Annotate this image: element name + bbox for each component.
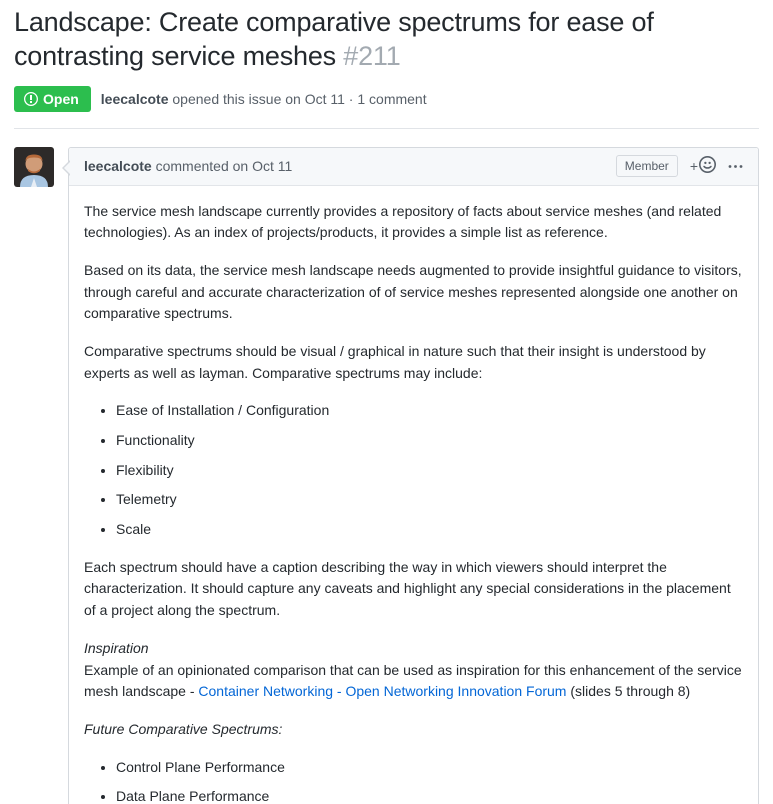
inspiration-text-before: Example of an opinionated comparison that can be used as inspiration for this enhancement of the service mesh landscape -: [84, 661, 742, 700]
smiley-icon: [699, 156, 716, 176]
kebab-menu-icon[interactable]: [728, 164, 743, 169]
list-item: • Control Plane Performance: [116, 757, 743, 779]
comment-author-link[interactable]: leecalcote: [84, 158, 152, 174]
inspiration-label: Inspiration: [84, 639, 149, 656]
list-item: • Flexibility: [116, 460, 743, 482]
spectrum-list: [84, 400, 743, 540]
paragraph-4: Each spectrum should have a caption describing the way in which viewers should interpret the characterization. It should capture any caveats and highlight any special considerations in the placement of a project along the spectrum.: [84, 558, 731, 619]
paragraph-3: Comparative spectrums should be visual / graphical in nature such that their insight is understood by experts as well as layman. Comparative spectrums may include:: [84, 342, 706, 381]
inspiration-link[interactable]: Container Networking - Open Networking Innovation Forum: [198, 683, 567, 700]
list-item: • Scale: [116, 519, 743, 541]
list-item: • Ease of Installation / Configuration: [116, 400, 743, 422]
issue-opened-icon: [24, 91, 38, 107]
future-spectrums-label: Future Comparative Spectrums:: [84, 720, 283, 737]
list-item: • Functionality: [116, 430, 743, 452]
comment-body: [69, 186, 758, 804]
plus-icon: +: [689, 158, 698, 174]
comment-box: [68, 147, 759, 804]
issue-opened-text: opened this issue on Oct 11 · 1 comment: [172, 90, 427, 107]
issue-meta-row: [14, 86, 759, 129]
paragraph-1: The service mesh landscape currently provides a repository of facts about service meshes (and related technologies). As an index of projects/products, it provides a simple list as reference.: [84, 202, 722, 241]
comment-meta: commented on Oct 11: [155, 158, 293, 174]
comment-row: [14, 147, 759, 804]
issue-title-text: Landscape: Create comparative spectrums for ease of contrasting service meshes: [14, 7, 654, 71]
issue-meta-text: [101, 91, 427, 107]
comment-header-actions: [616, 155, 743, 177]
issue-state-badge: [14, 86, 91, 112]
inspiration-paragraph: [84, 638, 743, 703]
comment-header-text: [84, 158, 616, 174]
comment-header: [69, 148, 758, 186]
inspiration-text-after: (slides 5 through 8): [566, 683, 691, 700]
list-item: • Telemetry: [116, 489, 743, 511]
future-spectrum-list: [84, 757, 743, 804]
issue-number: #211: [343, 40, 401, 71]
add-reaction-button[interactable]: [690, 156, 716, 176]
issue-author-link[interactable]: leecalcote: [100, 90, 169, 107]
avatar[interactable]: [14, 147, 54, 187]
member-badge: Member: [616, 155, 678, 177]
issue-title: [14, 6, 759, 74]
issue-state-label: Open: [43, 90, 79, 107]
list-item: • Data Plane Performance: [116, 786, 743, 804]
paragraph-2: Based on its data, the service mesh landscape needs augmented to provide insightful guidance to visitors, through careful and accurate characterization of of service meshes represented alongside one another on comparative spectrums.: [84, 261, 742, 322]
